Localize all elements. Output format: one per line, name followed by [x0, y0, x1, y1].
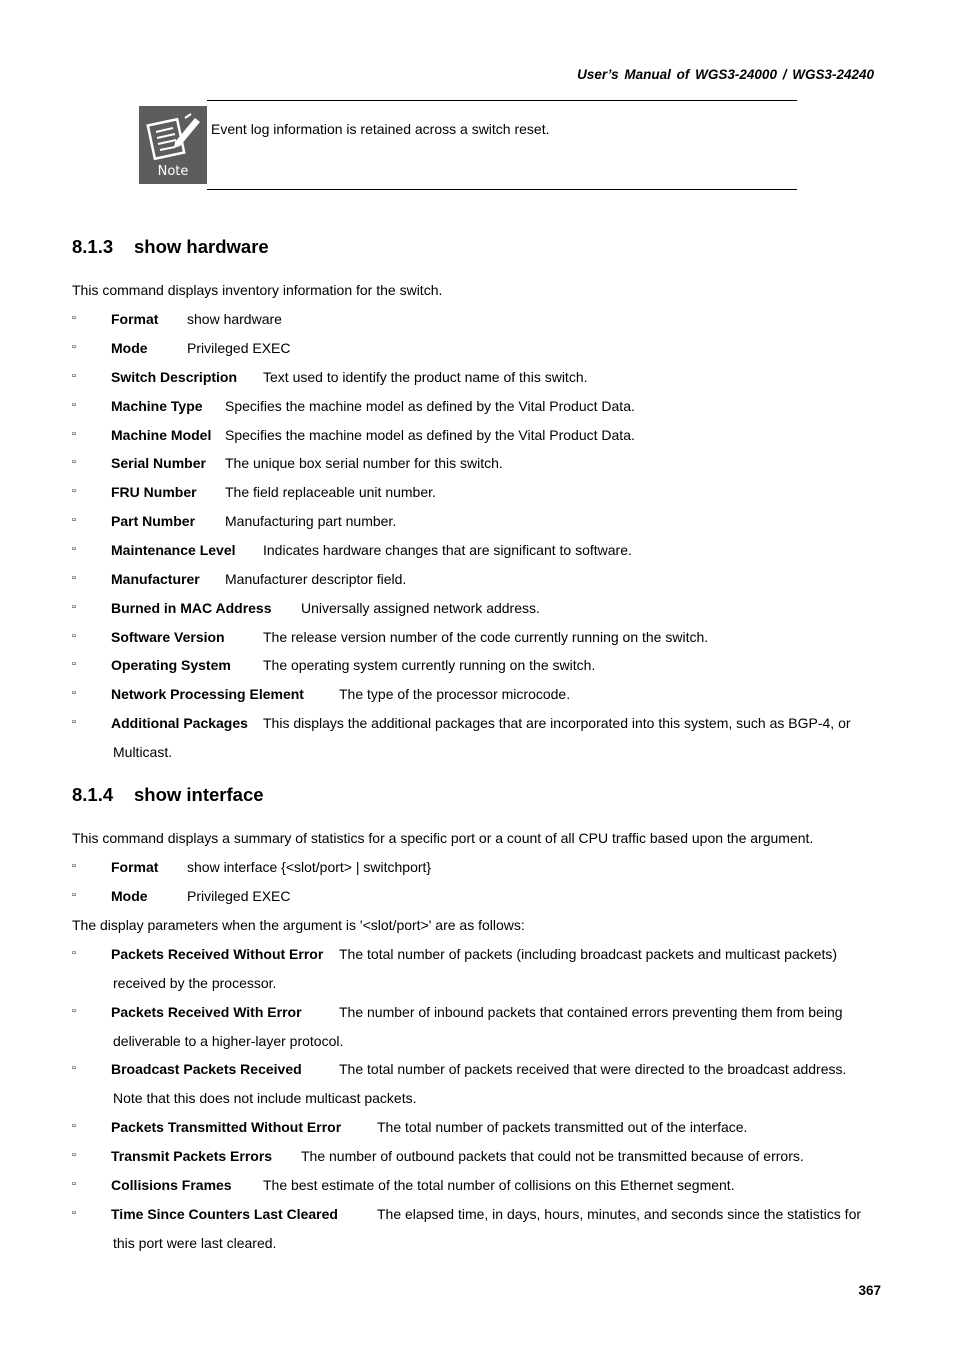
bullet-icon: ▫ — [72, 312, 76, 324]
item-desc-continued: Multicast. — [113, 744, 173, 760]
running-header: User’s Manual of WGS3-24000 / WGS3-24240 — [577, 67, 874, 82]
item-desc-continued: Note that this does not include multicast packets. — [113, 1090, 417, 1106]
item-term: Packets Received Without Error — [111, 946, 324, 962]
bullet-icon: ▫ — [72, 428, 76, 440]
note-top-rule — [207, 100, 797, 101]
params-intro: The display parameters when the argument is '<slot/port>' are as follows: — [72, 917, 525, 933]
bullet-icon: ▫ — [72, 1207, 76, 1219]
section-heading-show-interface — [72, 784, 264, 806]
item-term: Serial Number — [111, 455, 206, 471]
bullet-icon: ▫ — [72, 1005, 76, 1017]
item-term: Operating System — [111, 657, 231, 673]
item-desc: The type of the processor microcode. — [339, 686, 571, 702]
section-number: 8.1.3 — [72, 236, 114, 257]
bullet-icon: ▫ — [72, 1120, 76, 1132]
bullet-icon: ▫ — [72, 399, 76, 411]
item-term: Transmit Packets Errors — [111, 1148, 273, 1164]
item-term: Format — [111, 859, 159, 875]
note-bottom-rule — [207, 189, 797, 190]
item-term: Format — [111, 311, 159, 327]
item-term: Time Since Counters Last Cleared — [111, 1206, 338, 1222]
item-desc: Manufacturer descriptor field. — [225, 571, 407, 587]
bullet-icon: ▫ — [72, 658, 76, 670]
item-desc: The elapsed time, in days, hours, minutes, and seconds since the statistics for — [377, 1206, 862, 1222]
bullet-icon: ▫ — [72, 485, 76, 497]
section-number: 8.1.4 — [72, 784, 114, 805]
bullet-icon: ▫ — [72, 947, 76, 959]
item-desc: Universally assigned network address. — [301, 600, 540, 616]
bullet-icon: ▫ — [72, 543, 76, 555]
item-desc: Text used to identify the product name of this switch. — [263, 369, 588, 385]
item-desc: The unique box serial number for this switch. — [225, 455, 503, 471]
note-label: Note — [157, 164, 189, 179]
item-term: Part Number — [111, 513, 196, 529]
item-term: Software Version — [111, 629, 225, 645]
item-term: Packets Transmitted Without Error — [111, 1119, 342, 1135]
item-desc-continued: received by the processor. — [113, 975, 277, 991]
item-term: Switch Description — [111, 369, 238, 385]
item-term: Machine Model — [111, 427, 212, 443]
page-number: 367 — [858, 1283, 881, 1298]
section-heading-show-hardware — [72, 236, 269, 258]
item-term: Packets Received With Error — [111, 1004, 302, 1020]
item-desc: The best estimate of the total number of collisions on this Ethernet segment. — [263, 1177, 735, 1193]
item-desc: The total number of packets transmitted out of the interface. — [377, 1119, 748, 1135]
item-term: Collisions Frames — [111, 1177, 232, 1193]
item-desc: The field replaceable unit number. — [225, 484, 436, 500]
item-term: Network Processing Element — [111, 686, 304, 702]
section-title: show interface — [134, 784, 264, 805]
item-desc: Privileged EXEC — [187, 888, 291, 904]
note-text: Event log information is retained across a switch reset. — [211, 121, 550, 137]
item-term: Additional Packages — [111, 715, 248, 731]
bullet-icon: ▫ — [72, 716, 76, 728]
item-term: FRU Number — [111, 484, 197, 500]
item-term: Machine Type — [111, 398, 203, 414]
notepad-pencil-icon — [139, 106, 207, 166]
item-desc: The operating system currently running on the switch. — [263, 657, 596, 673]
bullet-icon: ▫ — [72, 601, 76, 613]
bullet-icon: ▫ — [72, 687, 76, 699]
item-desc: The total number of packets (including broadcast packets and multicast packets) — [339, 946, 838, 962]
note-icon — [139, 106, 207, 184]
bullet-icon: ▫ — [72, 514, 76, 526]
bullet-icon: ▫ — [72, 860, 76, 872]
item-term: Mode — [111, 888, 148, 904]
item-desc: show interface {<slot/port> | switchport} — [187, 859, 432, 875]
item-desc: This displays the additional packages that are incorporated into this system, such as BGP-4, or — [263, 715, 851, 731]
item-desc-continued: this port were last cleared. — [113, 1235, 277, 1251]
note-box — [139, 100, 799, 190]
item-term: Burned in MAC Address — [111, 600, 272, 616]
item-term: Manufacturer — [111, 571, 200, 587]
item-desc: Specifies the machine model as defined by the Vital Product Data. — [225, 398, 635, 414]
item-term: Broadcast Packets Received — [111, 1061, 302, 1077]
section-intro: This command displays inventory information for the switch. — [72, 282, 443, 298]
bullet-icon: ▫ — [72, 456, 76, 468]
item-desc-continued: deliverable to a higher-layer protocol. — [113, 1033, 344, 1049]
item-desc: Indicates hardware changes that are significant to software. — [263, 542, 632, 558]
section-title: show hardware — [134, 236, 269, 257]
section-intro: This command displays a summary of statistics for a specific port or a count of all CPU traffic based upon the argument. — [72, 830, 814, 846]
item-desc: The total number of packets received that were directed to the broadcast address. — [339, 1061, 847, 1077]
item-desc: Privileged EXEC — [187, 340, 291, 356]
item-desc: Specifies the machine model as defined by the Vital Product Data. — [225, 427, 635, 443]
item-desc: show hardware — [187, 311, 282, 327]
bullet-icon: ▫ — [72, 889, 76, 901]
bullet-icon: ▫ — [72, 1178, 76, 1190]
bullet-icon: ▫ — [72, 1062, 76, 1074]
bullet-icon: ▫ — [72, 341, 76, 353]
item-desc: The number of inbound packets that contained errors preventing them from being — [339, 1004, 843, 1020]
item-term: Maintenance Level — [111, 542, 236, 558]
item-desc: The release version number of the code currently running on the switch. — [263, 629, 709, 645]
bullet-icon: ▫ — [72, 630, 76, 642]
bullet-icon: ▫ — [72, 572, 76, 584]
bullet-icon: ▫ — [72, 370, 76, 382]
item-desc: Manufacturing part number. — [225, 513, 397, 529]
item-term: Mode — [111, 340, 148, 356]
item-desc: The number of outbound packets that could not be transmitted because of errors. — [301, 1148, 804, 1164]
bullet-icon: ▫ — [72, 1149, 76, 1161]
